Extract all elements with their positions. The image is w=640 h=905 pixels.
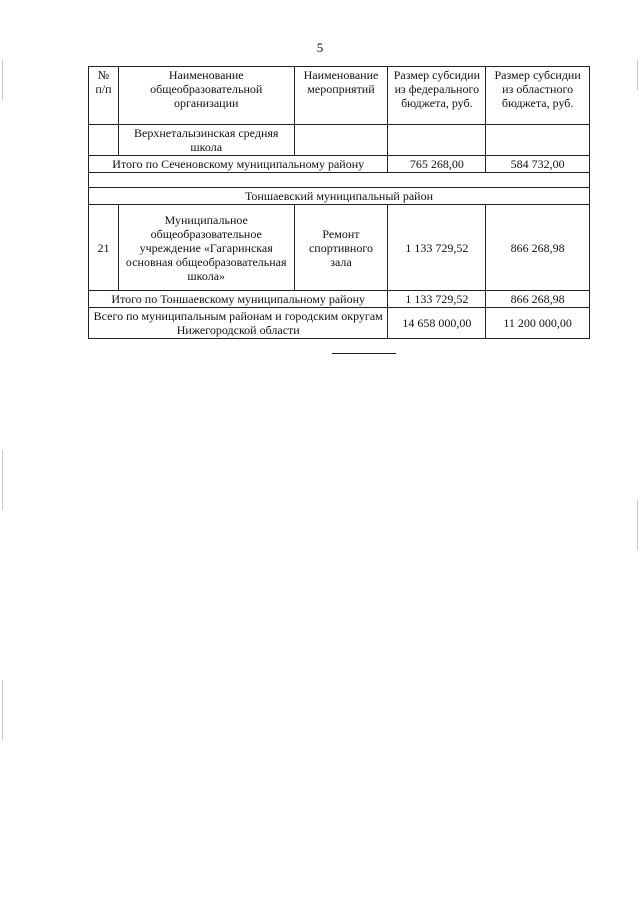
spacer-row [89, 173, 590, 188]
total-federal: 1 133 729,52 [388, 291, 486, 308]
header-federal-subsidy: Размер субсидии из федерального бюджета, руб. [388, 67, 486, 125]
federal-cell [388, 125, 486, 156]
district-heading-row [89, 188, 590, 205]
page-number: 5 [316, 40, 324, 55]
event-cell: Ремонт спортивного зала [294, 205, 388, 291]
tonshaevsky-total-row [89, 291, 590, 308]
grand-total-federal: 14 658 000,00 [388, 308, 486, 339]
total-regional: 866 268,98 [486, 291, 590, 308]
header-event: Наименование мероприятий [294, 67, 388, 125]
total-label: Итого по Сеченовскому муниципальному району [89, 156, 388, 173]
grand-total-label: Всего по муниципальным районам и городским округам Нижегородской области [89, 308, 388, 339]
header-organization: Наименование общеобразовательной организации [118, 67, 294, 125]
table-row [89, 125, 590, 156]
scan-edge-mark [2, 680, 3, 740]
total-federal: 765 268,00 [388, 156, 486, 173]
scan-edge-mark [2, 450, 3, 510]
scan-edge-mark [637, 60, 638, 90]
header-regional-subsidy: Размер субсидии из областного бюджета, руб. [486, 67, 590, 125]
end-rule [332, 353, 396, 354]
event-cell [294, 125, 388, 156]
district-heading: Тоншаевский муниципальный район [89, 188, 590, 205]
organization-cell: Верхнеталызинская средняя школа [118, 125, 294, 156]
table-row [89, 205, 590, 291]
spacer-cell [89, 173, 590, 188]
federal-cell: 1 133 729,52 [388, 205, 486, 291]
sechenovsky-total-row [89, 156, 590, 173]
row-number-cell: 21 [89, 205, 119, 291]
total-regional: 584 732,00 [486, 156, 590, 173]
regional-cell [486, 125, 590, 156]
table-header-row [89, 67, 590, 125]
scan-edge-mark [637, 500, 638, 550]
total-label: Итого по Тоншаевскому муниципальному району [89, 291, 388, 308]
grand-total-regional: 11 200 000,00 [486, 308, 590, 339]
grand-total-row [89, 308, 590, 339]
subsidy-table [88, 66, 590, 339]
row-number-cell [89, 125, 119, 156]
regional-cell: 866 268,98 [486, 205, 590, 291]
header-number: № п/п [89, 67, 119, 125]
organization-cell: Муниципальное общеобразовательное учреждение «Гагаринская основная общеобразовательная школа» [118, 205, 294, 291]
scan-edge-mark [2, 60, 3, 100]
